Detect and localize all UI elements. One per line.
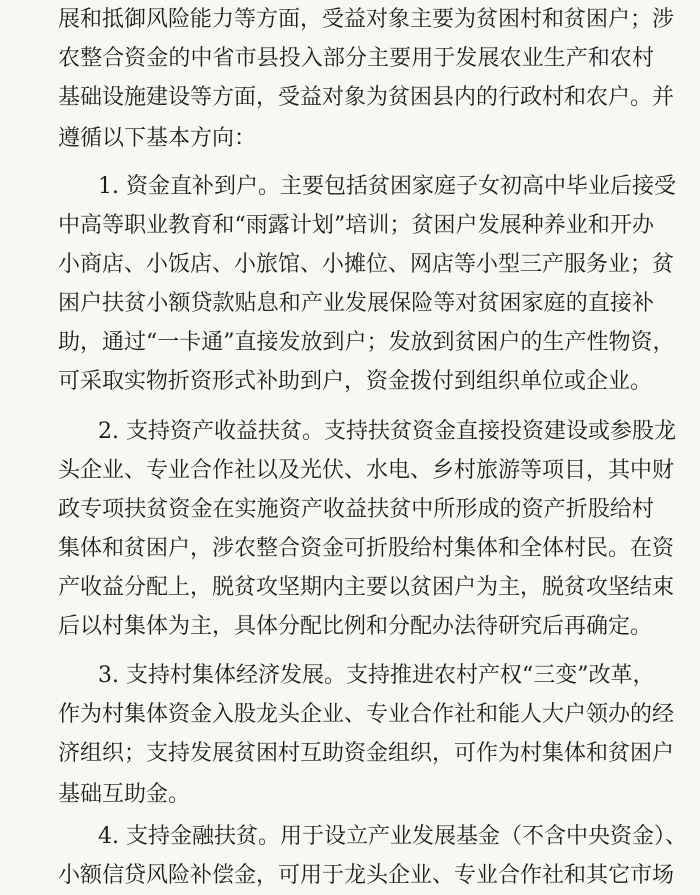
text-line: 基础互助金。 <box>58 782 191 807</box>
text-line: 农整合资金的中省市县投入部分主要用于发展农业生产和农村 <box>58 46 654 71</box>
text-line: 作为村集体资金入股龙头企业、专业合作社和能人大户领办的经 <box>58 702 675 727</box>
text-line: 集体和贫困户，涉农整合资金可折股给村集体和全体村民。在资 <box>58 536 675 561</box>
text-line: 3. 支持村集体经济发展。支持推进农村产权“三变”改革， <box>98 663 655 688</box>
text-line: 困户扶贫小额贷款贴息和产业发展保险等对贫困家庭的直接补 <box>58 291 654 316</box>
text-line: 1. 资金直补到户。主要包括贫困家庭子女初高中毕业后接受 <box>98 174 676 199</box>
text-line: 小额信贷风险补偿金，可用于龙头企业、专业合作社和其它市场 <box>58 863 675 888</box>
text-line: 展和抵御风险能力等方面，受益对象主要为贫困村和贫困户；涉 <box>58 7 675 32</box>
text-line: 2. 支持资产收益扶贫。支持扶贫资金直接投资建设或参股龙 <box>98 419 676 444</box>
text-line: 中高等职业教育和“雨露计划”培训；贫困户发展种养业和开办 <box>58 213 654 238</box>
text-line: 遵循以下基本方向： <box>58 126 257 151</box>
text-line: 基础设施建设等方面，受益对象为贫困县内的行政村和农户。并 <box>58 85 675 110</box>
text-line: 济组织；支持发展贫困村互助资金组织，可作为村集体和贫困户 <box>58 741 675 766</box>
text-line: 助，通过“一卡通”直接发放到户；发放到贫困户的生产性物资， <box>58 330 675 355</box>
text-line: 后以村集体为主，具体分配比例和分配办法待研究后再确定。 <box>58 614 653 639</box>
text-line: 产收益分配上，脱贫攻坚期内主要以贫困户为主，脱贫攻坚结束 <box>58 575 675 600</box>
text-line: 小商店、小饭店、小旅馆、小摊位、网店等小型三产服务业；贫 <box>58 252 675 277</box>
text-line: 可采取实物折资形式补助到户，资金拨付到组织单位或企业。 <box>58 369 653 394</box>
text-line: 政专项扶贫资金在实施资产收益扶贫中所形成的资产折股给村 <box>58 497 654 522</box>
text-line: 头企业、专业合作社以及光伏、水电、乡村旅游等项目，其中财 <box>58 458 675 483</box>
text-line: 4. 支持金融扶贫。用于设立产业发展基金（不含中央资金）、 <box>98 824 687 849</box>
